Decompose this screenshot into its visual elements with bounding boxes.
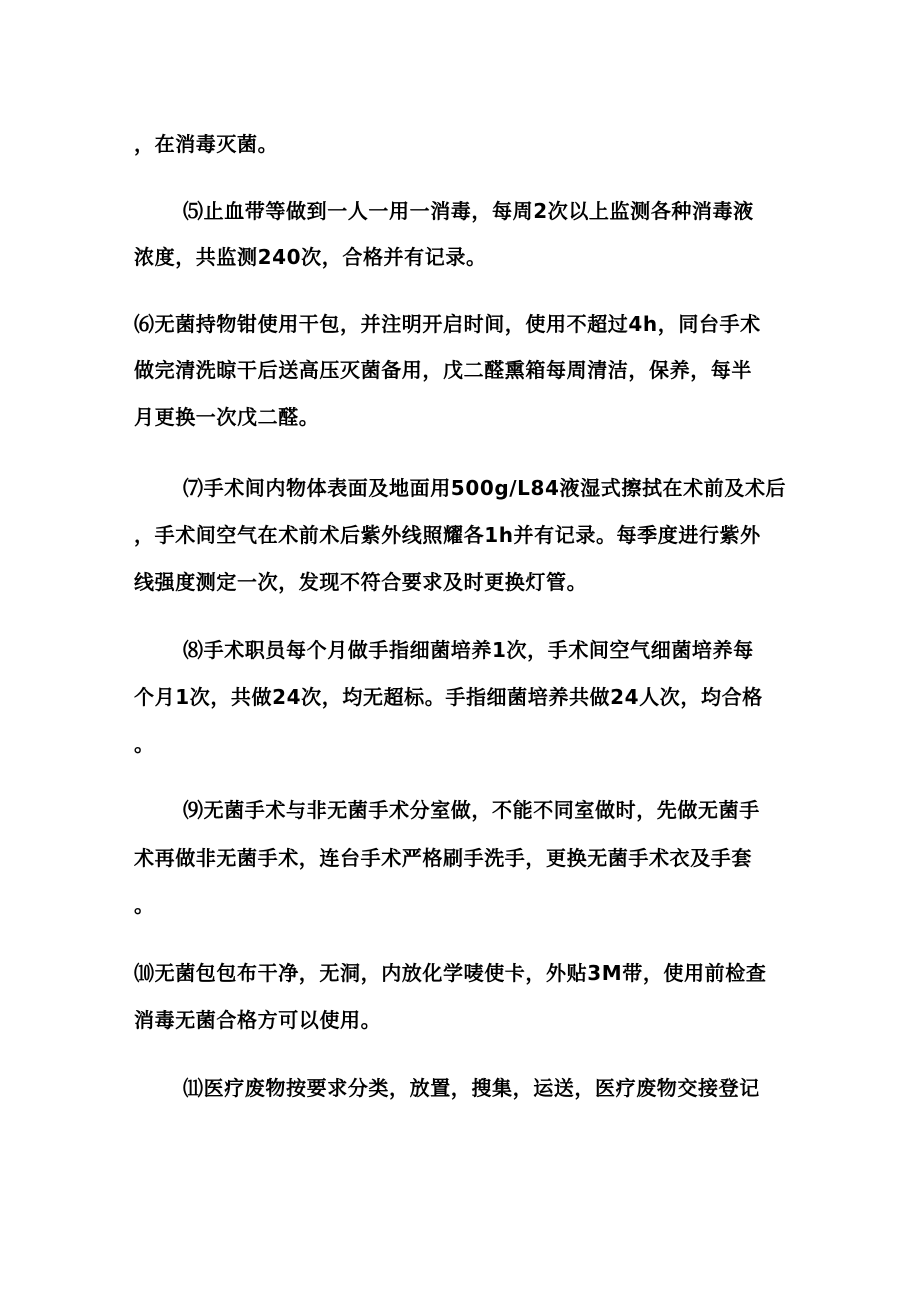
text-line: 浓度，共监测240次，合格并有记录。: [134, 245, 487, 269]
text-line: 个月1次，共做24次，均无超标。手指细菌培养共做24人次，均合格: [134, 685, 763, 709]
text-line: ，手术间空气在术前术后紫外线照耀各1h并有记录。每季度进行紫外: [134, 523, 761, 547]
text-line: ⑼无菌手术与非无菌手术分室做，不能不同室做时，先做无菌手: [183, 798, 760, 822]
text-line: ⑹无菌持物钳使用干包，并注明开启时间，使用不超过4h，同台手术: [134, 312, 761, 336]
text-line: ⑺手术间内物体表面及地面用500g/L84液湿式擦拭在术前及术后: [183, 476, 787, 500]
text-line: 。: [134, 893, 155, 917]
text-line: 术再做非无菌手术，连台手术严格刷手洗手，更换无菌手术衣及手套: [134, 846, 752, 870]
text-line: 。: [134, 732, 155, 756]
text-line: 月更换一次戊二醛。: [134, 405, 320, 429]
text-line: 做完清洗晾干后送高压灭菌备用，戊二醛熏箱每周清洁，保养，每半: [134, 358, 752, 382]
text-line: 消毒无菌合格方可以使用。: [134, 1008, 382, 1032]
text-line: ⑸止血带等做到一人一用一消毒，每周2次以上监测各种消毒液: [183, 199, 754, 223]
text-line: ，在消毒灭菌。: [134, 132, 279, 156]
text-line: ⑻手术职员每个月做手指细菌培养1次，手术间空气细菌培养每: [183, 638, 754, 662]
text-line: ⑾医疗废物按要求分类，放置，搜集，运送，医疗废物交接登记: [183, 1076, 760, 1100]
text-line: ⑽无菌包包布干净，无洞，内放化学唛使卡，外贴3M带，使用前检查: [134, 961, 767, 985]
text-line: 线强度测定一次，发现不符合要求及时更换灯管。: [134, 570, 588, 594]
